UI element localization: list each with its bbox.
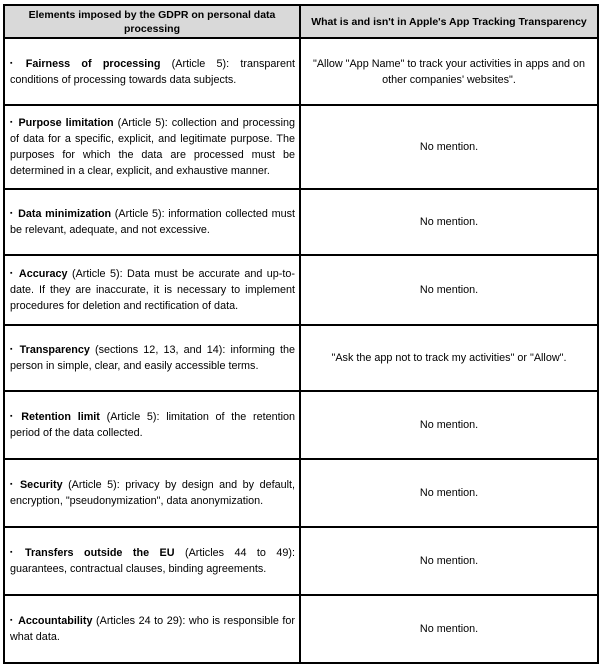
gdpr-element-cell: [4, 527, 300, 595]
bullet-icon: ▪: [10, 617, 14, 624]
gdpr-term: Transfers outside the EU: [24, 547, 175, 559]
gdpr-element-cell: [4, 595, 300, 663]
gdpr-comparison-table: [3, 4, 599, 664]
header-apple-att: What is and isn't in Apple's App Tracking Transparency: [300, 5, 598, 38]
apple-att-cell: "Ask the app not to track my activities" or "Allow".: [300, 325, 598, 391]
table-row: [4, 527, 598, 595]
table-row: [4, 459, 598, 527]
apple-att-cell: No mention.: [300, 595, 598, 663]
bullet-icon: ▪: [10, 481, 15, 488]
apple-att-cell: "Allow "App Name" to track your activities in apps and on other companies' websites".: [300, 38, 598, 105]
gdpr-term: Data minimization: [18, 208, 112, 220]
bullet-icon: ▪: [10, 413, 17, 420]
header-row: [4, 5, 598, 38]
gdpr-description: (Articles 24 to 29): who is responsible for what data.: [10, 615, 296, 643]
gdpr-term: Transparency: [19, 344, 90, 356]
gdpr-element-cell: [4, 325, 300, 391]
gdpr-term: Fairness of processing: [25, 57, 161, 70]
gdpr-term: Accuracy: [18, 268, 68, 280]
table-row: [4, 255, 598, 325]
table-row: [4, 105, 598, 189]
table-row: [4, 38, 598, 105]
apple-att-cell: No mention.: [300, 189, 598, 255]
bullet-icon: ▪: [10, 210, 14, 217]
gdpr-description: (Article 5): transparent conditions of processing towards data subjects.: [10, 57, 295, 86]
apple-att-cell: No mention.: [300, 105, 598, 189]
gdpr-element-cell: [4, 459, 300, 527]
gdpr-comparison-table-wrapper: [3, 4, 597, 664]
apple-att-cell: No mention.: [300, 391, 598, 459]
table-row: [4, 595, 598, 663]
bullet-icon: ▪: [10, 119, 14, 126]
gdpr-description: (Article 5): limitation of the retention period of the data collected.: [10, 411, 296, 439]
apple-att-cell: No mention.: [300, 527, 598, 595]
bullet-icon: ▪: [10, 549, 20, 556]
gdpr-element-cell: [4, 391, 300, 459]
bullet-icon: ▪: [10, 270, 14, 277]
gdpr-description: (Article 5): Data must be accurate and up-to-date. If they are inaccurate, it is necessary to implement procedures for deletion and rectification of data.: [10, 268, 295, 312]
gdpr-element-cell: [4, 105, 300, 189]
gdpr-description: (Articles 44 to 49): guarantees, contractual clauses, binding agreements.: [10, 547, 296, 575]
bullet-icon: ▪: [10, 59, 21, 67]
gdpr-element-cell: [4, 255, 300, 325]
table-row: [4, 325, 598, 391]
apple-att-cell: No mention.: [300, 255, 598, 325]
gdpr-term: Security: [19, 479, 63, 491]
table-row: [4, 189, 598, 255]
gdpr-element-cell: [4, 189, 300, 255]
gdpr-term: Accountability: [18, 615, 93, 627]
gdpr-term: Retention limit: [21, 411, 100, 423]
gdpr-element-cell: [4, 38, 300, 105]
bullet-icon: ▪: [10, 346, 15, 353]
gdpr-description: (Article 5): collection and processing of data for a specific, explicit, and legitimate purpose. The purposes for which the data are processed must be determined in a clear, explicit, and exhaustive manner.: [10, 117, 295, 177]
header-gdpr-elements: Elements imposed by the GDPR on personal data processing: [4, 5, 300, 38]
gdpr-description: (sections 12, 13, and 14): informing the person in simple, clear, and easily accessible terms.: [10, 344, 295, 372]
gdpr-term: Purpose limitation: [18, 117, 114, 129]
gdpr-description: (Article 5): information collected must be relevant, adequate, and not excessive.: [10, 208, 295, 236]
gdpr-description: (Article 5): privacy by design and by default, encryption, "pseudonymization", data anonymization.: [10, 479, 295, 507]
apple-att-cell: No mention.: [300, 459, 598, 527]
table-row: [4, 391, 598, 459]
